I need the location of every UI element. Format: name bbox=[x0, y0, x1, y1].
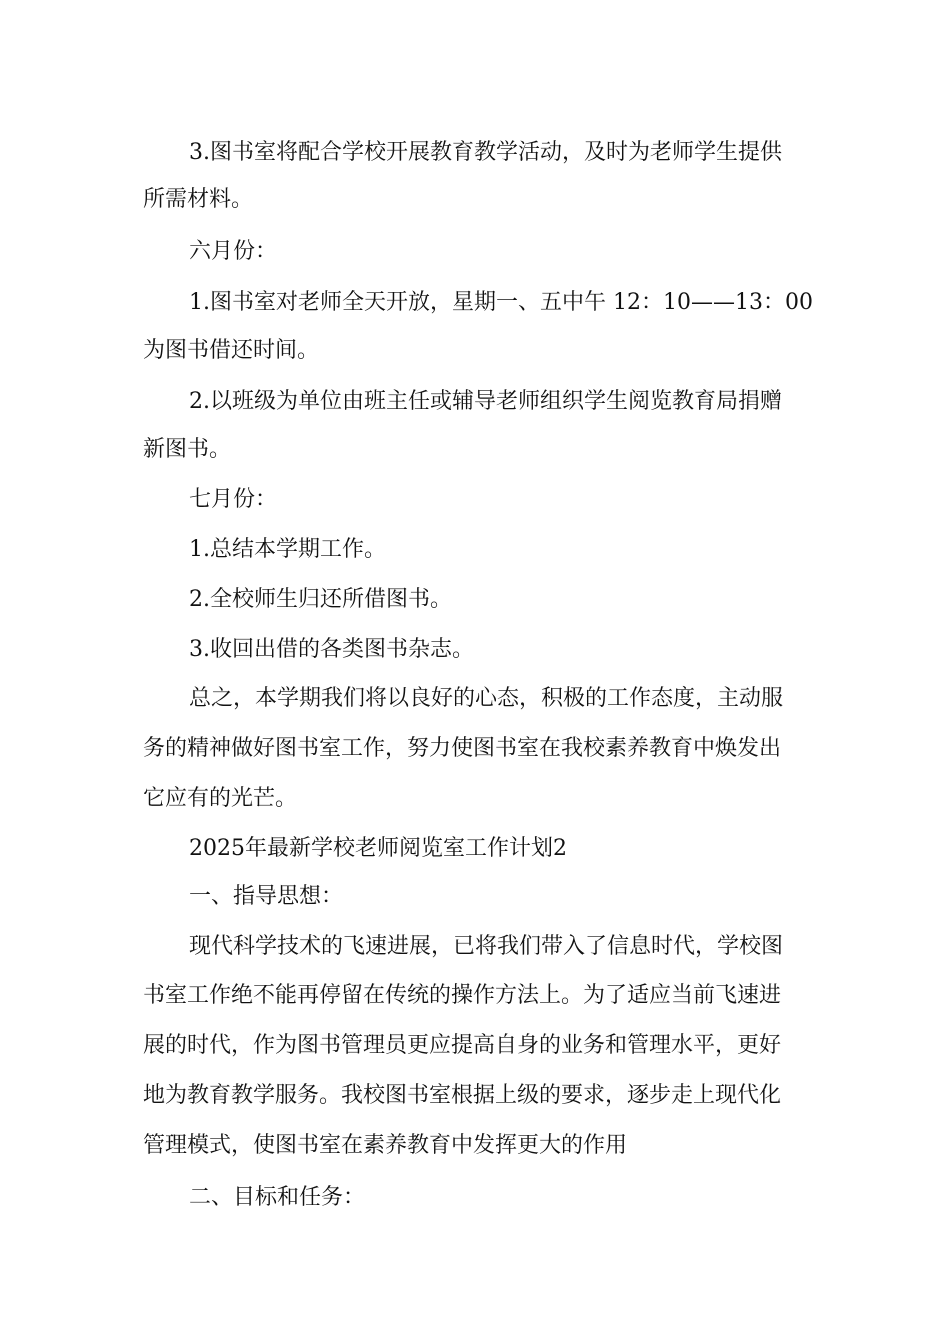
section-heading: 二、目标和任务： bbox=[189, 1185, 366, 1210]
section-heading: 六月份： bbox=[189, 239, 278, 264]
paragraph-line: 务的精神做好图书室工作，努力使图书室在我校素养教育中焕发出 bbox=[143, 736, 782, 761]
paragraph-line: 总之，本学期我们将以良好的心态，积极的工作态度，主动服 bbox=[189, 686, 784, 711]
paragraph-line: 为图书借还时间。 bbox=[143, 338, 320, 363]
paragraph-line: 书室工作绝不能再停留在传统的操作方法上。为了适应当前飞速进 bbox=[143, 983, 782, 1008]
paragraph-line: 2.全校师生归还所借图书。 bbox=[189, 587, 452, 612]
paragraph-line: 它应有的光芒。 bbox=[143, 786, 298, 811]
paragraph-line: 2.以班级为单位由班主任或辅导老师组织学生阅览教育局捐赠 bbox=[189, 389, 782, 414]
paragraph-line: 1.总结本学期工作。 bbox=[189, 537, 386, 562]
paragraph-line: 新图书。 bbox=[143, 437, 232, 462]
paragraph-line: 现代科学技术的飞速进展，已将我们带入了信息时代，学校图 bbox=[189, 934, 784, 959]
paragraph-line: 3.收回出借的各类图书杂志。 bbox=[189, 637, 474, 662]
paragraph-line: 展的时代，作为图书管理员更应提高自身的业务和管理水平，更好 bbox=[143, 1033, 782, 1058]
section-heading: 一、指导思想： bbox=[189, 884, 344, 909]
document-title: 2025年最新学校老师阅览室工作计划2 bbox=[189, 836, 567, 861]
paragraph-line: 1.图书室对老师全天开放，星期一、五中午 12：10——13：00 bbox=[189, 290, 813, 315]
paragraph-line: 地为教育教学服务。我校图书室根据上级的要求，逐步走上现代化 bbox=[143, 1083, 782, 1108]
paragraph-line: 3.图书室将配合学校开展教育教学活动，及时为老师学生提供 bbox=[189, 140, 782, 165]
section-heading: 七月份： bbox=[189, 487, 278, 512]
paragraph-line: 管理模式，使图书室在素养教育中发挥更大的作用 bbox=[143, 1133, 628, 1158]
paragraph-line: 所需材料。 bbox=[143, 187, 254, 212]
